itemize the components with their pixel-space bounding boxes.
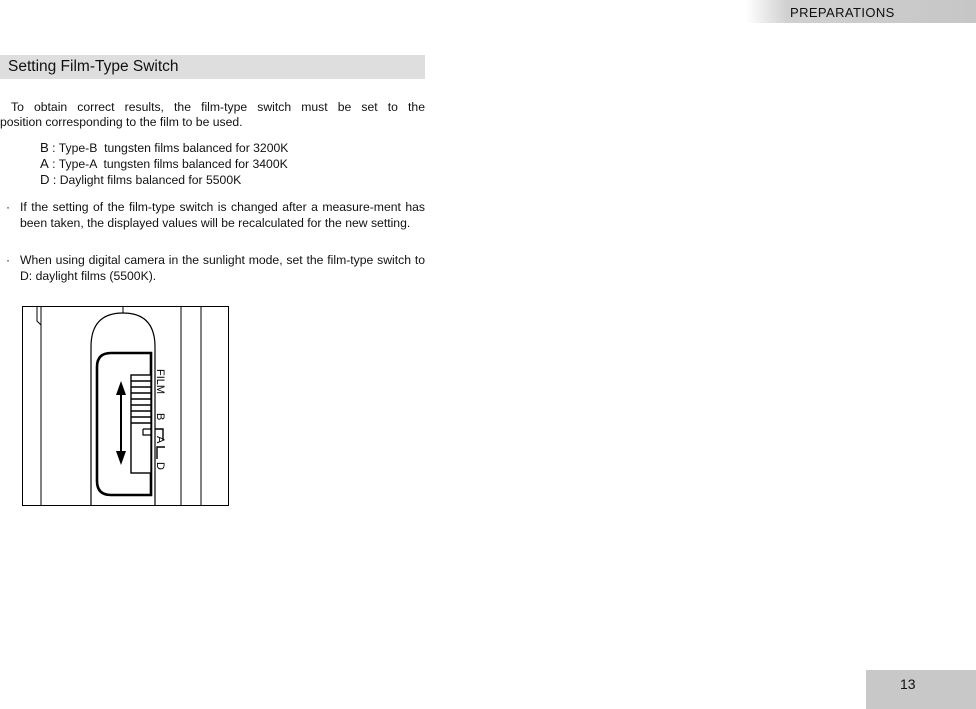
- position-label-a: A: [154, 436, 166, 444]
- section-title: Setting Film-Type Switch: [8, 58, 179, 75]
- film-type-item-a: [40, 156, 288, 172]
- header-section-tab: [746, 0, 976, 23]
- film-type-item-b: [40, 140, 288, 156]
- intro-line-1: To obtain correct results, the film-type switch must be set to the: [11, 100, 425, 114]
- page-number: 13: [900, 676, 916, 692]
- note-recalculation: [6, 199, 425, 231]
- film-switch-drawing: [23, 307, 229, 506]
- bullet-marker: ·: [6, 200, 11, 214]
- film-type-description: : Type-A tungsten films balanced for 3400K: [48, 157, 288, 171]
- film-type-item-d: [40, 172, 288, 188]
- film-type-letter: D: [40, 172, 50, 187]
- film-type-letter: B: [40, 140, 49, 155]
- section-title-bar: [0, 55, 425, 79]
- film-type-description: : Daylight films balanced for 5500K: [49, 173, 242, 187]
- note-digital-camera: [6, 252, 425, 284]
- film-type-letter: A: [40, 156, 49, 171]
- header-section-label: PREPARATIONS: [790, 5, 895, 20]
- switch-label-film: FILM: [154, 369, 166, 395]
- note-text: If the setting of the film-type switch is changed after a measure-ment has been taken, the displayed values will be recalculated for the new setting.: [20, 200, 425, 230]
- intro-paragraph: [0, 100, 425, 130]
- film-type-description: : Type-B tungsten films balanced for 3200K: [48, 141, 289, 155]
- position-label-d: D: [154, 462, 166, 470]
- bullet-marker: ·: [6, 253, 11, 267]
- intro-line-2: position corresponding to the film to be used.: [0, 115, 243, 129]
- film-type-list: [40, 140, 288, 188]
- note-text: When using digital camera in the sunlight mode, set the film-type switch to D: daylight films (5500K).: [20, 253, 425, 283]
- position-label-b: B: [154, 413, 166, 421]
- page-number-tab: [866, 670, 976, 709]
- film-switch-illustration: [22, 306, 229, 506]
